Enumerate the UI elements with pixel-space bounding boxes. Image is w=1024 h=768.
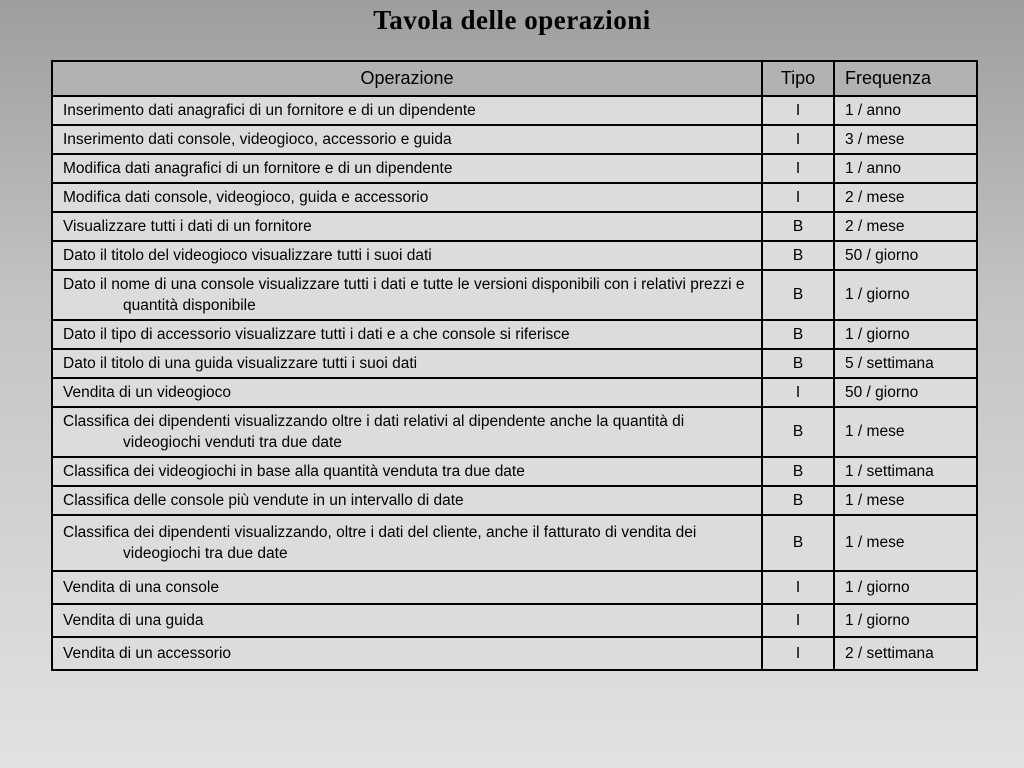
table-row bbox=[52, 183, 977, 212]
table-row bbox=[52, 212, 977, 241]
cell-tipo: I bbox=[762, 96, 834, 125]
cell-operazione bbox=[52, 212, 762, 241]
cell-frequenza: 5 / settimana bbox=[834, 349, 977, 378]
table-row bbox=[52, 637, 977, 670]
cell-frequenza: 1 / mese bbox=[834, 486, 977, 515]
cell-tipo: B bbox=[762, 241, 834, 270]
cell-operazione bbox=[52, 320, 762, 349]
cell-tipo: B bbox=[762, 320, 834, 349]
cell-operazione bbox=[52, 270, 762, 320]
operazione-text: Modifica dati console, videogioco, guida e accessorio bbox=[63, 189, 429, 206]
table-row bbox=[52, 349, 977, 378]
header-operazione: Operazione bbox=[52, 61, 762, 96]
cell-operazione bbox=[52, 183, 762, 212]
operazione-text: Classifica dei videogiochi in base alla quantità venduta tra due date bbox=[63, 463, 525, 480]
header-frequenza: Frequenza bbox=[834, 61, 977, 96]
table-row bbox=[52, 604, 977, 637]
cell-frequenza: 2 / settimana bbox=[834, 637, 977, 670]
cell-operazione bbox=[52, 349, 762, 378]
table-row bbox=[52, 154, 977, 183]
cell-operazione bbox=[52, 154, 762, 183]
operazione-text: Dato il titolo di una guida visualizzare tutti i suoi dati bbox=[63, 355, 418, 372]
operazione-text: Dato il titolo del videogioco visualizzare tutti i suoi dati bbox=[63, 247, 432, 264]
cell-frequenza: 1 / giorno bbox=[834, 604, 977, 637]
table-row bbox=[52, 241, 977, 270]
cell-frequenza: 1 / anno bbox=[834, 154, 977, 183]
table-row bbox=[52, 486, 977, 515]
cell-frequenza: 1 / anno bbox=[834, 96, 977, 125]
cell-tipo: B bbox=[762, 486, 834, 515]
operazione-text: Vendita di un accessorio bbox=[63, 645, 232, 662]
cell-frequenza: 1 / giorno bbox=[834, 270, 977, 320]
operazione-text: Inserimento dati console, videogioco, accessorio e guida bbox=[63, 131, 452, 148]
cell-operazione bbox=[52, 457, 762, 486]
cell-operazione bbox=[52, 241, 762, 270]
table-row bbox=[52, 320, 977, 349]
cell-tipo: B bbox=[762, 270, 834, 320]
cell-frequenza: 1 / settimana bbox=[834, 457, 977, 486]
operazione-text: Vendita di una console bbox=[63, 579, 219, 596]
cell-frequenza: 1 / mese bbox=[834, 515, 977, 571]
cell-tipo: B bbox=[762, 212, 834, 241]
operazione-text: Classifica dei dipendenti visualizzando oltre i dati relativi al dipendente anche la quantità di videogiochi venduti tra due date bbox=[63, 413, 685, 451]
cell-operazione bbox=[52, 378, 762, 407]
cell-operazione bbox=[52, 96, 762, 125]
cell-frequenza: 3 / mese bbox=[834, 125, 977, 154]
cell-frequenza: 50 / giorno bbox=[834, 241, 977, 270]
cell-tipo: B bbox=[762, 407, 834, 457]
operazione-text: Classifica dei dipendenti visualizzando, oltre i dati del cliente, anche il fatturato di vendita dei videogiochi tra due date bbox=[63, 524, 697, 562]
operazione-text: Vendita di una guida bbox=[63, 612, 204, 629]
cell-frequenza: 50 / giorno bbox=[834, 378, 977, 407]
cell-operazione bbox=[52, 486, 762, 515]
cell-frequenza: 1 / mese bbox=[834, 407, 977, 457]
table-row bbox=[52, 96, 977, 125]
cell-tipo: I bbox=[762, 637, 834, 670]
cell-frequenza: 1 / giorno bbox=[834, 571, 977, 604]
cell-tipo: I bbox=[762, 183, 834, 212]
operazione-text: Vendita di un videogioco bbox=[63, 384, 232, 401]
cell-tipo: I bbox=[762, 571, 834, 604]
cell-tipo: B bbox=[762, 457, 834, 486]
cell-frequenza: 1 / giorno bbox=[834, 320, 977, 349]
cell-tipo: B bbox=[762, 349, 834, 378]
operazione-text: Visualizzare tutti i dati di un fornitore bbox=[63, 218, 312, 235]
operazione-text: Modifica dati anagrafici di un fornitore e di un dipendente bbox=[63, 160, 453, 177]
table-row bbox=[52, 407, 977, 457]
page-title: Tavola delle operazioni bbox=[373, 5, 651, 35]
table-row bbox=[52, 125, 977, 154]
table-row bbox=[52, 515, 977, 571]
cell-tipo: I bbox=[762, 125, 834, 154]
cell-operazione bbox=[52, 571, 762, 604]
header-tipo: Tipo bbox=[762, 61, 834, 96]
cell-operazione bbox=[52, 604, 762, 637]
operazione-text: Inserimento dati anagrafici di un fornitore e di un dipendente bbox=[63, 102, 476, 119]
cell-operazione bbox=[52, 515, 762, 571]
table-row bbox=[52, 571, 977, 604]
table-row bbox=[52, 270, 977, 320]
cell-tipo: B bbox=[762, 515, 834, 571]
cell-tipo: I bbox=[762, 154, 834, 183]
operazione-text: Dato il tipo di accessorio visualizzare tutti i dati e a che console si riferisce bbox=[63, 326, 570, 343]
cell-frequenza: 2 / mese bbox=[834, 183, 977, 212]
table-row bbox=[52, 378, 977, 407]
operazione-text: Dato il nome di una console visualizzare tutti i dati e tutte le versioni disponibili con i relativi prezzi e quantità disponibile bbox=[63, 276, 745, 314]
operations-table bbox=[51, 60, 978, 671]
cell-operazione bbox=[52, 407, 762, 457]
operazione-text: Classifica delle console più vendute in un intervallo di date bbox=[63, 492, 464, 509]
cell-tipo: I bbox=[762, 378, 834, 407]
cell-frequenza: 2 / mese bbox=[834, 212, 977, 241]
cell-tipo: I bbox=[762, 604, 834, 637]
table-row bbox=[52, 457, 977, 486]
table-header-row bbox=[52, 61, 977, 96]
cell-operazione bbox=[52, 637, 762, 670]
cell-operazione bbox=[52, 125, 762, 154]
